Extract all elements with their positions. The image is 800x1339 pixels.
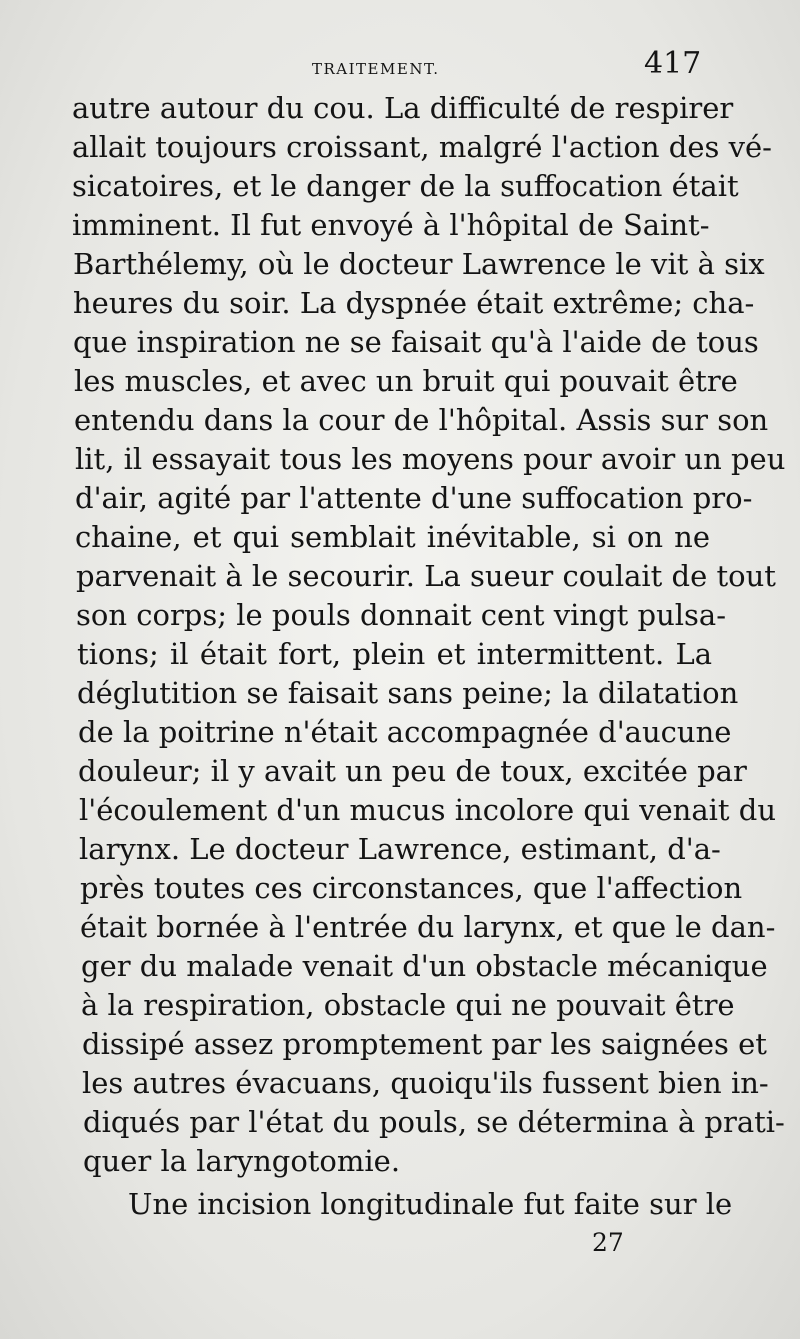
text-line: sicatoires, et le danger de la suffocation était [72,169,739,203]
text-line: près toutes ces circonstances, que l'affection [80,871,743,905]
text-line: tions; il était fort, plein et intermittent. La [77,637,712,671]
text-line: allait toujours croissant, malgré l'action des vé- [72,130,772,164]
text-line: parvenait à le secourir. La sueur coulait de tout [76,559,776,593]
text-line: diqués par l'état du pouls, se détermina à prati- [83,1105,785,1139]
text-line: dissipé assez promptement par les saignées et [82,1027,767,1061]
text-line: déglutition se faisait sans peine; la dilatation [77,676,739,710]
text-line: heures du soir. La dyspnée était extrême; cha- [73,286,755,320]
text-line: autre autour du cou. La difficulté de respirer [72,91,734,125]
page-number: 417 [644,46,702,81]
text-line: était bornée à l'entrée du larynx, et que le dan- [80,910,776,944]
text-line: entendu dans la cour de l'hôpital. Assis sur son [74,403,769,437]
text-line: les autres évacuans, quoiqu'ils fussent bien in- [82,1066,769,1100]
text-line: Une incision longitudinale fut faite sur le [128,1187,733,1221]
text-line: quer la laryngotomie. [83,1144,401,1178]
text-line: chaine, et qui semblait inévitable, si on ne [75,520,710,554]
text-line: l'écoulement d'un mucus incolore qui venait du [79,793,777,827]
text-line: larynx. Le docteur Lawrence, estimant, d'a- [79,832,721,866]
text-line: douleur; il y avait un peu de toux, excitée par [78,754,747,788]
text-line: que inspiration ne se faisait qu'à l'aide de tous [73,325,759,359]
text-line: à la respiration, obstacle qui ne pouvait être [81,988,735,1022]
text-line: les muscles, et avec un bruit qui pouvait être [74,364,738,398]
text-line: son corps; le pouls donnait cent vingt pulsa- [76,598,726,632]
text-line: de la poitrine n'était accompagnée d'aucune [78,715,732,749]
text-line: d'air, agité par l'attente d'une suffocation pro- [75,481,753,515]
signature-mark: 27 [592,1228,624,1257]
text-line: imminent. Il fut envoyé à l'hôpital de Saint- [72,208,710,242]
text-line: ger du malade venait d'un obstacle mécanique [81,949,768,983]
text-line: lit, il essayait tous les moyens pour avoir un peu [75,442,786,476]
text-line: Barthélemy, où le docteur Lawrence le vit à six [73,247,765,281]
running-title: TRAITEMENT. [312,60,440,78]
